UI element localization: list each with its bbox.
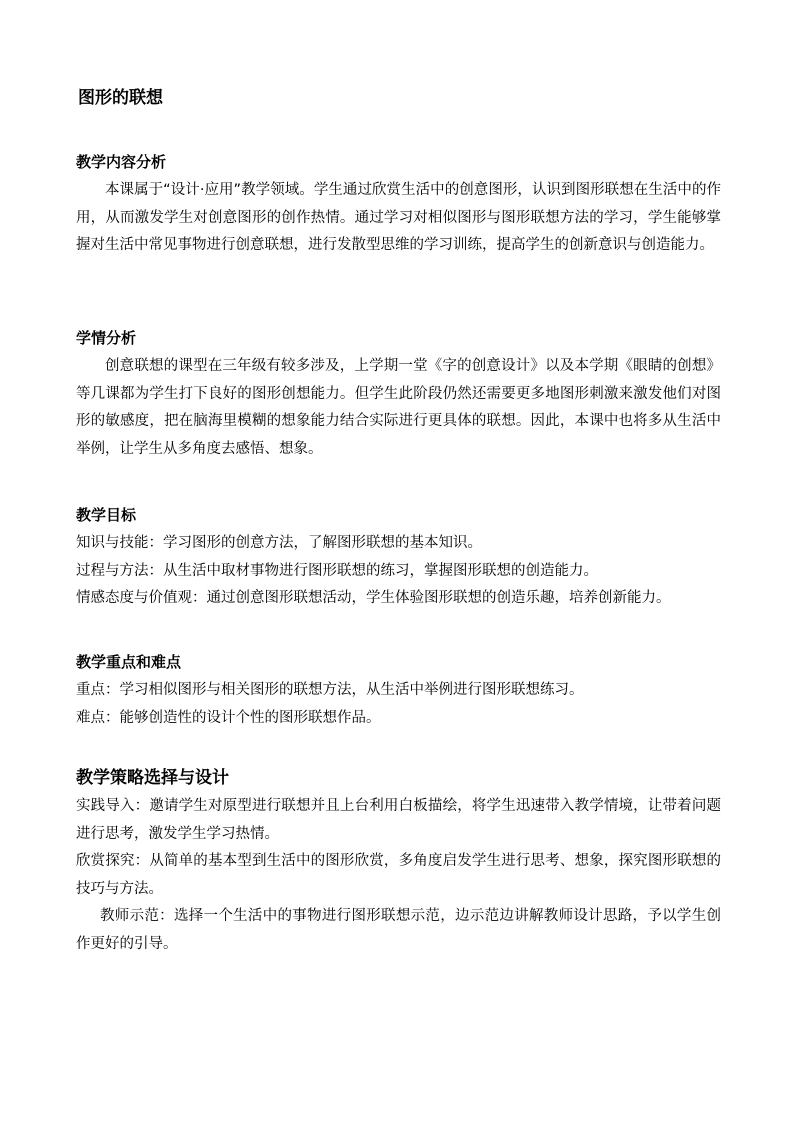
strategy-paragraph-explore: 欣赏探究：从简单的基本型到生活中的图形欣赏，多角度启发学生进行思考、想象，探究图形联想的技巧与方法。 [76, 853, 721, 897]
goal-line-process: 过程与方法：从生活中取材事物进行图形联想的练习，掌握图形联想的创造能力。 [76, 562, 598, 579]
section-heading: 教学重点和难点 [76, 653, 182, 671]
section-content-analysis [76, 151, 721, 260]
section-teaching-goals [76, 504, 721, 613]
strategy-paragraph-intro: 实践导入：邀请学生对原型进行联想并且上台利用白板描绘，将学生迅速带入教学情境，让带着问题进行思考，激发学生学习热情。 [76, 798, 721, 842]
section-heading: 教学目标 [76, 506, 137, 524]
section-heading: 教学策略选择与设计 [76, 768, 229, 788]
section-heading: 教学内容分析 [76, 153, 167, 171]
section-paragraph: 创意联想的课型在三年级有较多涉及，上学期一堂《字的创意设计》以及本学期《眼睛的创想》等几课都为学生打下良好的图形创想能力。但学生此阶段仍然还需要更多地图形刺激来激发他们对图形的敏感度，把在脑海里模糊的想象能力结合实际进行更具体的联想。因此，本课中也将多从生活中举例，让学生从多角度去感悟、想象。 [76, 358, 721, 457]
strategy-paragraph-demo: 教师示范：选择一个生活中的事物进行图形联想示范，边示范边讲解教师设计思路，予以学生创作更好的引导。 [76, 908, 721, 952]
section-strategy-design [76, 767, 721, 958]
goal-line-knowledge: 知识与技能：学习图形的创意方法，了解图形联想的基本知识。 [76, 535, 482, 551]
section-paragraph: 本课属于“设计·应用”教学领域。学生通过欣赏生活中的创意图形，认识到图形联想在生活中的作用，从而激发学生对创意图形的创作热情。通过学习对相似图形与图形联想方法的学习，学生能够掌握对生活中常见事物进行创意联想，进行发散型思维的学习训练，提高学生的创新意识与创造能力。 [76, 182, 721, 253]
difficulty-line: 难点：能够创造性的设计个性的图形联想作品。 [76, 709, 381, 726]
key-point-line: 重点：学习相似图形与相关图形的联想方法，从生活中举例进行图形联想练习。 [76, 682, 584, 698]
section-learner-analysis [76, 327, 721, 463]
section-heading: 学情分析 [76, 329, 137, 347]
goal-line-attitude: 情感态度与价值观：通过创意图形联想活动，学生体验图形联想的创造乐趣，培养创新能力。 [76, 590, 671, 606]
section-key-points [76, 651, 721, 732]
document-title: 图形的联想 [78, 88, 163, 108]
